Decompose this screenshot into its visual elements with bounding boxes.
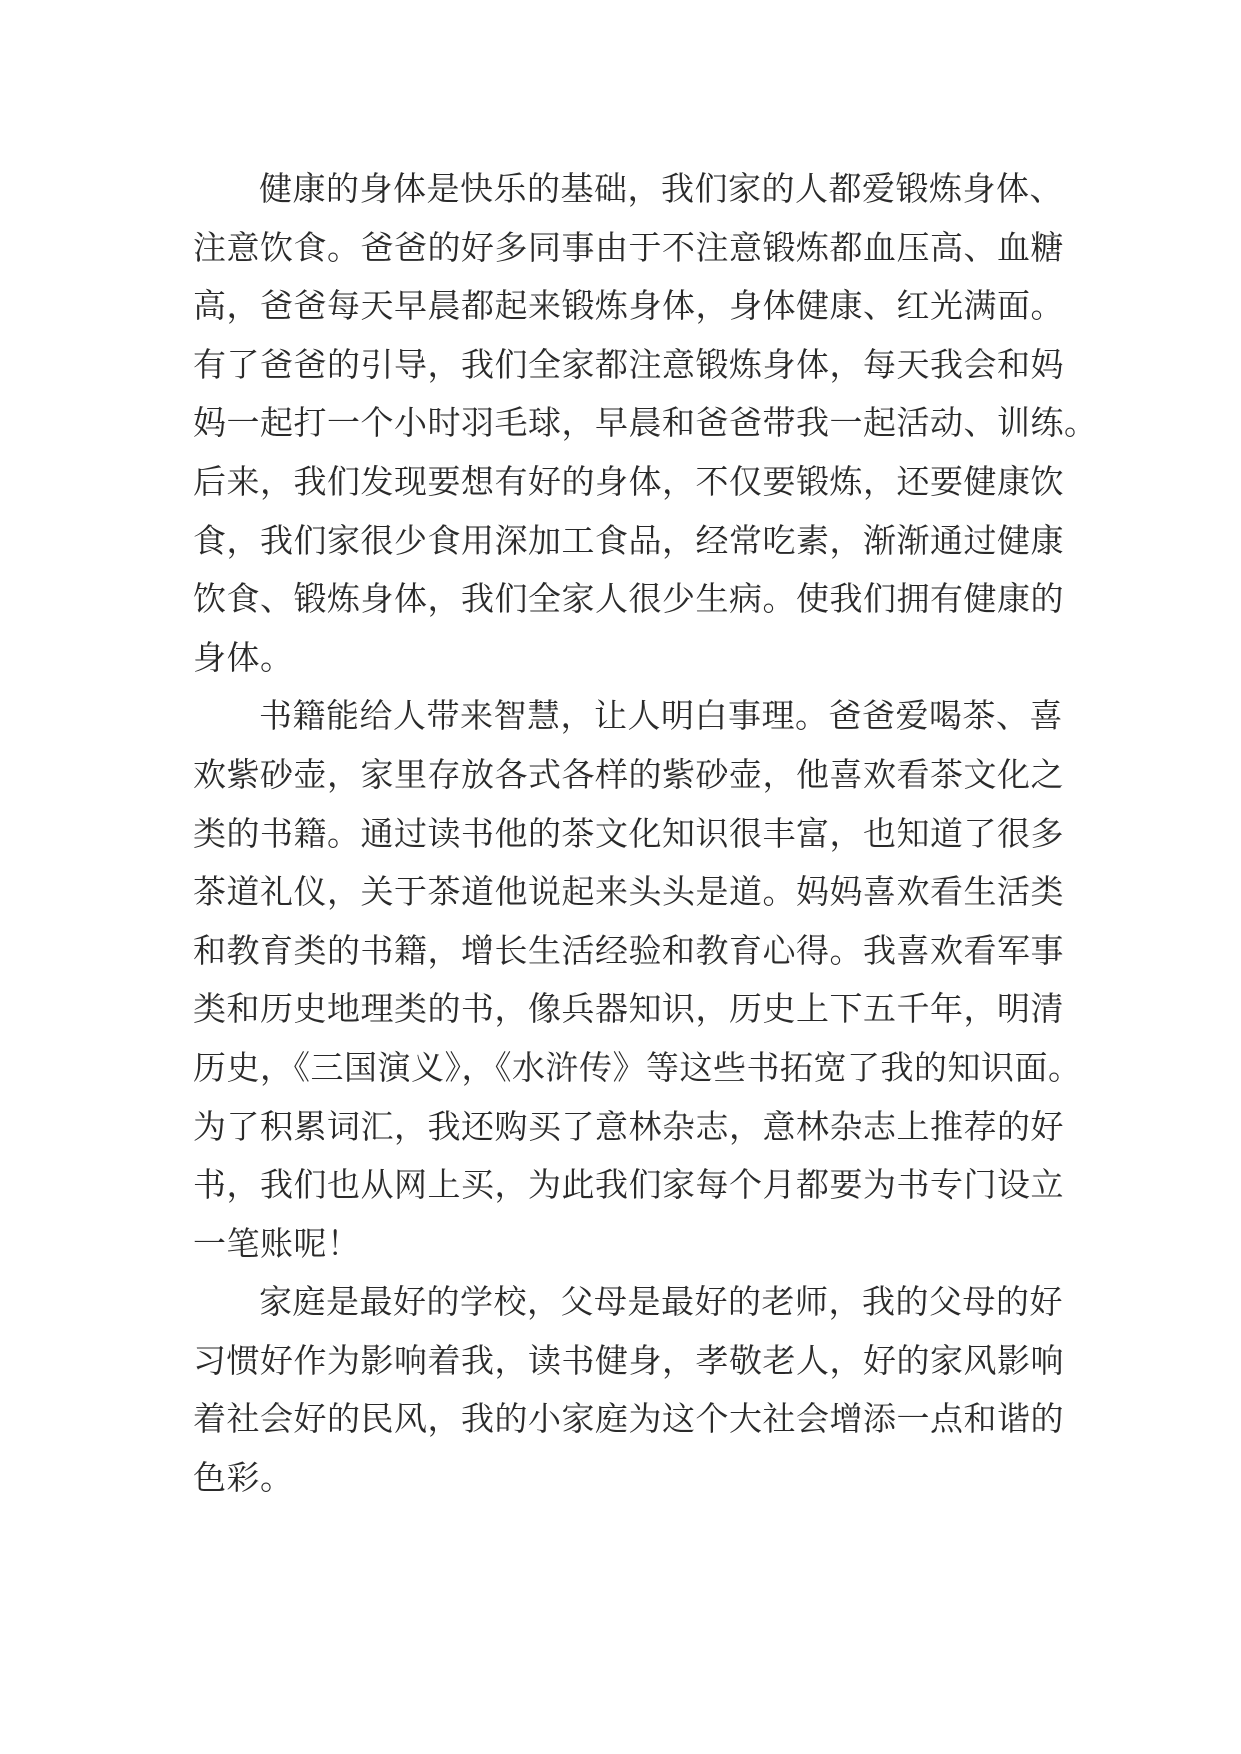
text-line: 食，我们家很少食用深加工食品，经常吃素，渐渐通过健康	[193, 520, 1064, 560]
text-line: 家庭是最好的学校，父母是最好的老师，我的父母的好	[259, 1282, 1063, 1322]
text-line: 类的书籍。通过读书他的茶文化知识很丰富，也知道了很多	[193, 813, 1064, 853]
text-line: 习惯好作为影响着我，读书健身，孝敬老人，好的家风影响	[193, 1340, 1064, 1380]
text-line: 历史，《三国演义》，《水浒传》等这些书拓宽了我的知识面。	[193, 1047, 1082, 1087]
document-body	[193, 160, 1098, 1508]
text-line: 欢紫砂壶，家里存放各式各样的紫砂壶，他喜欢看茶文化之	[193, 754, 1064, 794]
text-line: 一笔账呢！	[193, 1223, 361, 1263]
text-line: 高，爸爸每天早晨都起来锻炼身体，身体健康、红光满面。	[193, 286, 1064, 326]
text-line: 为了积累词汇，我还购买了意林杂志，意林杂志上推荐的好	[193, 1106, 1064, 1146]
text-line: 有了爸爸的引导，我们全家都注意锻炼身体，每天我会和妈	[193, 344, 1064, 384]
text-line: 色彩。	[193, 1458, 294, 1498]
paragraph-family	[193, 1273, 1093, 1507]
text-line: 书籍能给人带来智慧，让人明白事理。爸爸爱喝茶、喜	[259, 696, 1063, 736]
text-line: 书，我们也从网上买，为此我们家每个月都要为书专门设立	[193, 1165, 1064, 1205]
paragraph-health	[193, 160, 1098, 687]
text-line: 后来，我们发现要想有好的身体，不仅要锻炼，还要健康饮	[193, 461, 1064, 501]
text-line: 健康的身体是快乐的基础，我们家的人都爱锻炼身体、	[259, 169, 1063, 208]
text-line: 妈一起打一个小时羽毛球，早晨和爸爸带我一起活动、训练。	[193, 403, 1098, 443]
text-line: 身体。	[193, 637, 294, 677]
text-line: 和教育类的书籍，增长生活经验和教育心得。我喜欢看军事	[193, 930, 1064, 970]
text-line: 类和历史地理类的书，像兵器知识，历史上下五千年，明清	[193, 989, 1064, 1029]
paragraph-books	[193, 687, 1093, 1273]
text-line: 注意饮食。爸爸的好多同事由于不注意锻炼都血压高、血糖	[193, 227, 1064, 267]
text-line: 饮食、锻炼身体，我们全家人很少生病。使我们拥有健康的	[193, 579, 1064, 619]
text-line: 茶道礼仪，关于茶道他说起来头头是道。妈妈喜欢看生活类	[193, 872, 1064, 912]
text-line: 着社会好的民风，我的小家庭为这个大社会增添一点和谐的	[193, 1399, 1064, 1439]
